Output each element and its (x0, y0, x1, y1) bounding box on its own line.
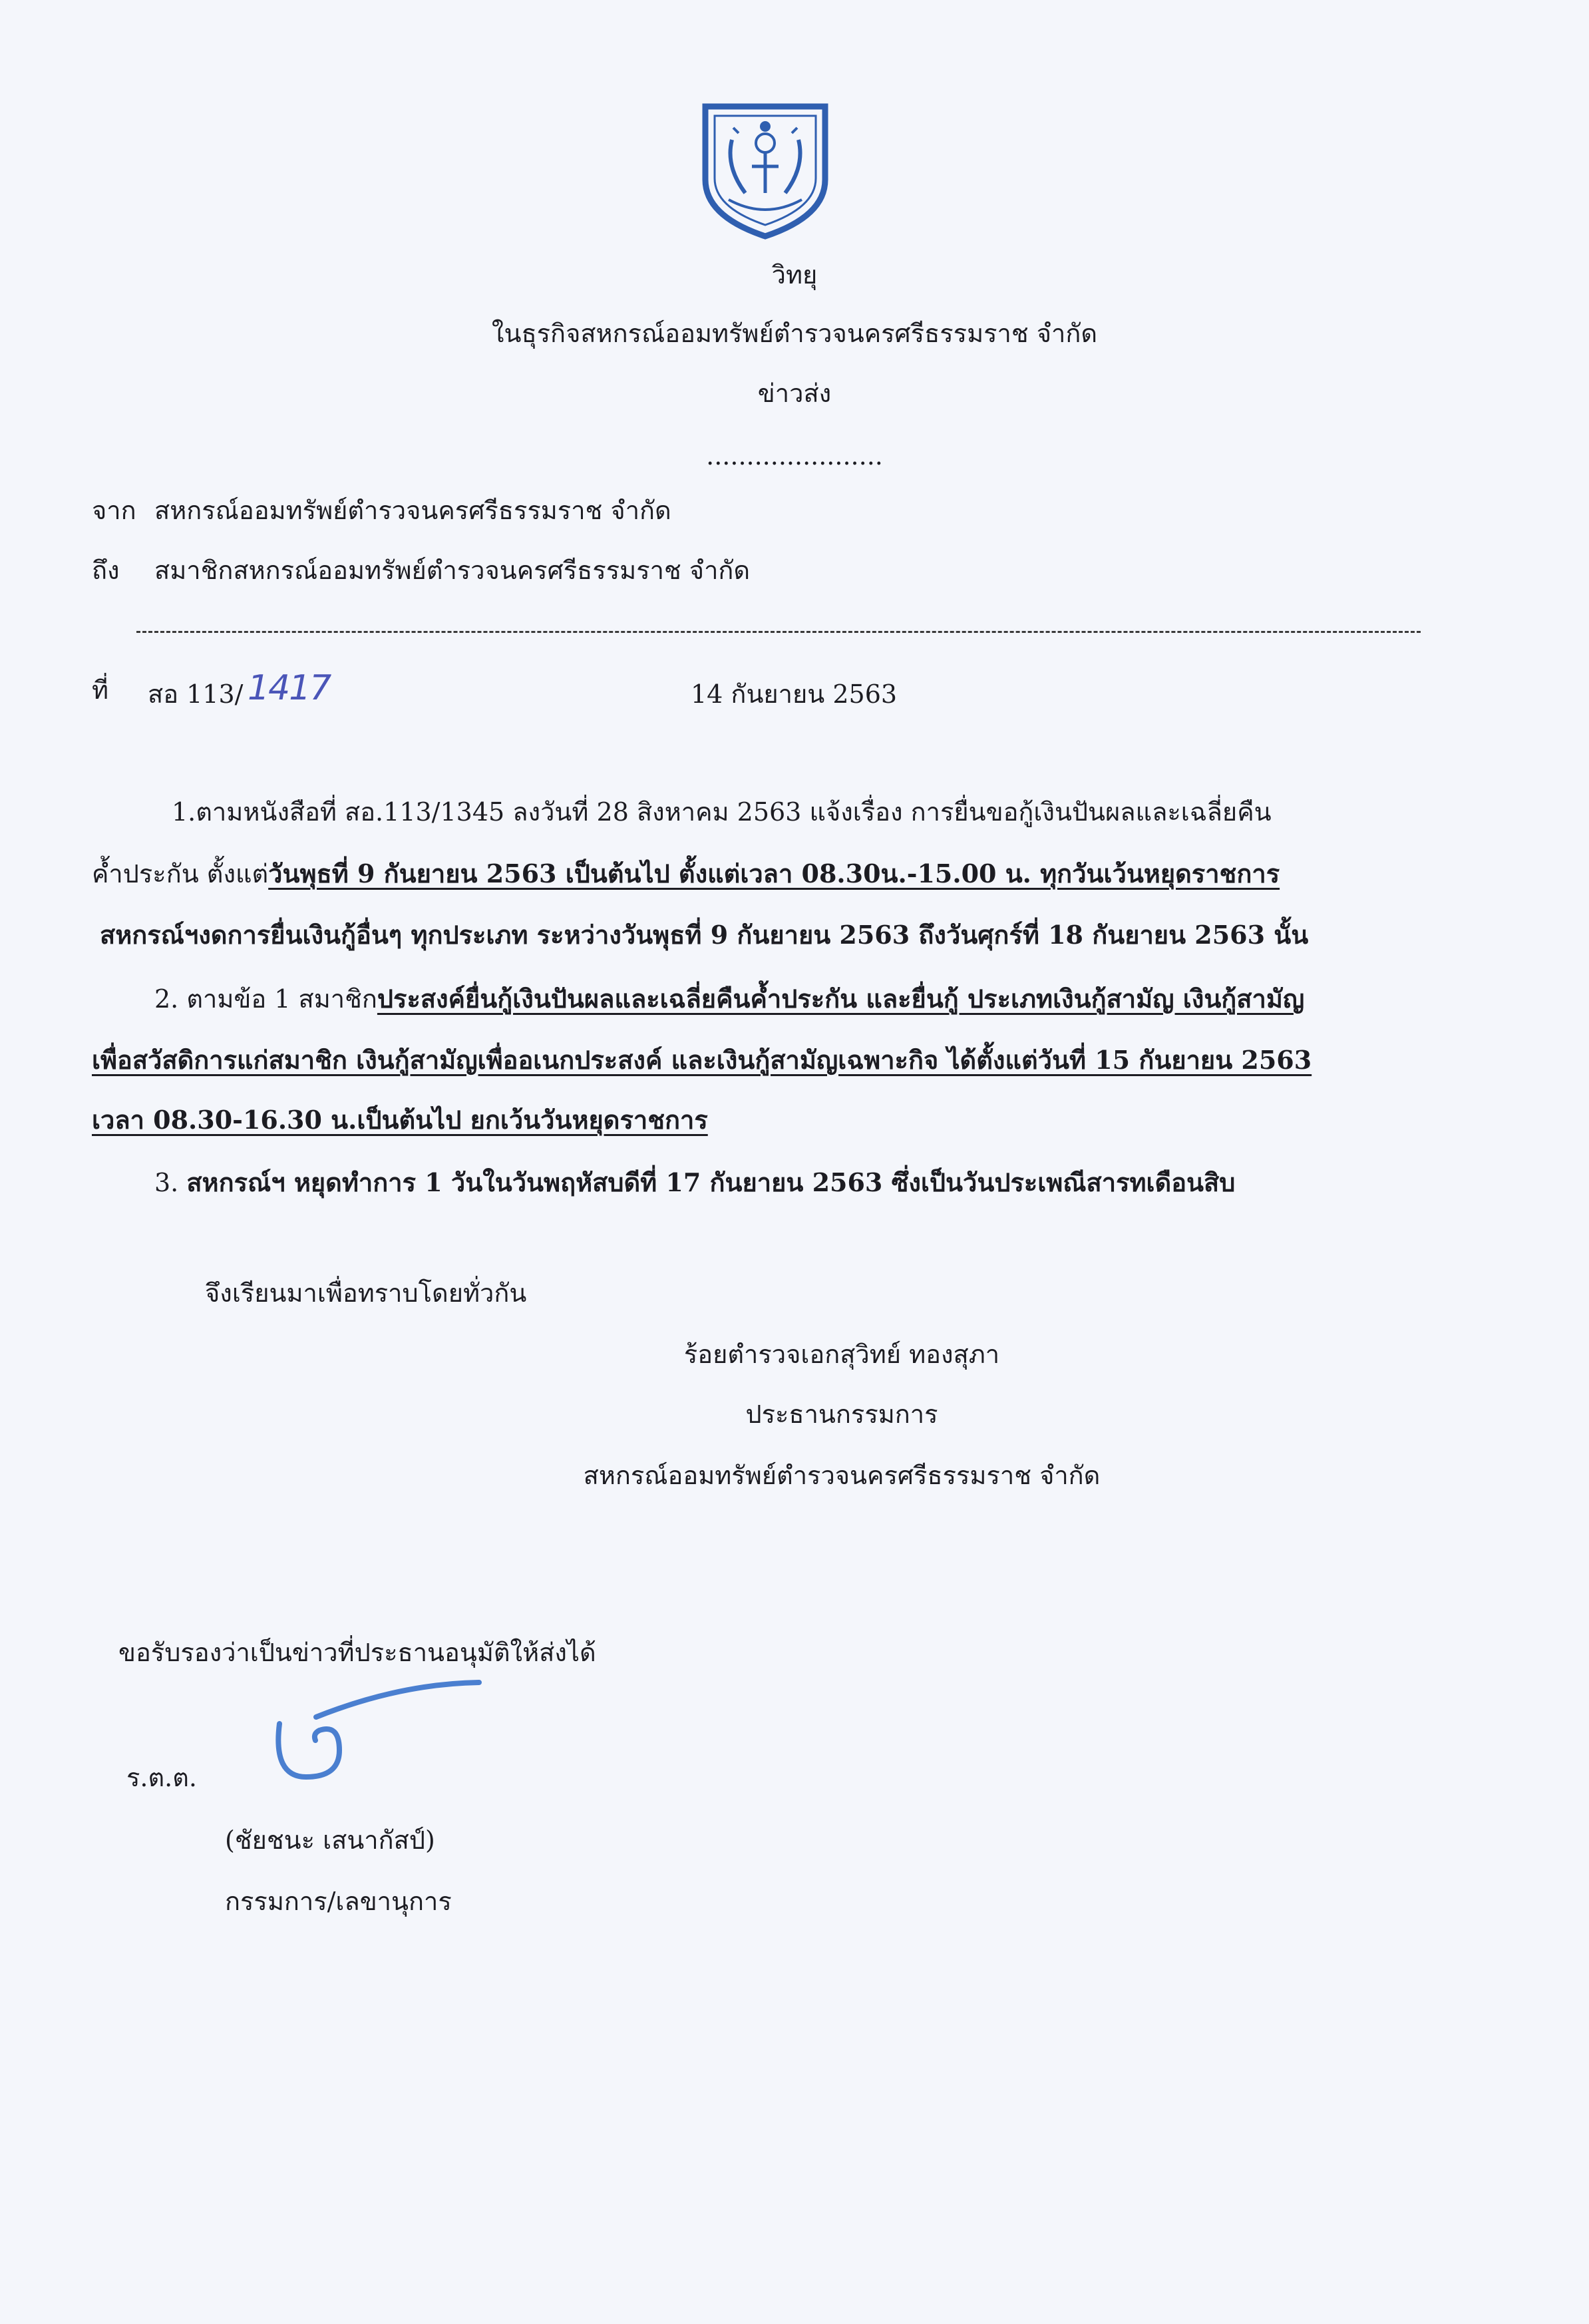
certifier-position: กรรมการ/เลขานุการ (225, 1887, 452, 1916)
paragraph-2-line-1-emphasis: ประสงค์ยื่นกู้เงินปันผลและเฉลี่ยคืนค้ำประกัน และยื่นกู้ ประเภทเงินกู้สามัญ เงินกู้สามัญ (377, 984, 1305, 1014)
reference-date: 14 กันยายน 2563 (691, 679, 898, 709)
from-label: จาก (92, 496, 136, 525)
paragraph-3-text: สหกรณ์ฯ หยุดทำการ 1 วันในวันพฤหัสบดีที่ 17 กันยายน 2563 ซึ่งเป็นวันประเพณีสารทเดือนสิบ (186, 1167, 1236, 1197)
paragraph-1-line-2-emphasis: วันพุธที่ 9 กันยายน 2563 เป็นต้นไป ตั้งแต่เวลา 08.30น.-15.00 น. ทุกวันเว้นหยุดราชการ (268, 859, 1280, 888)
to-value: สมาชิกสหกรณ์ออมทรัพย์ตำรวจนครศรีธรรมราช จำกัด (154, 556, 751, 585)
signer-position: ประธานกรรมการ (745, 1400, 938, 1429)
paragraph-3 (154, 1166, 1235, 1199)
from-value: สหกรณ์ออมทรัพย์ตำรวจนครศรีธรรมราช จำกัด (154, 496, 671, 525)
handwritten-signature (266, 1677, 486, 1790)
dashed-divider (136, 631, 1421, 633)
paragraph-1-line-2-plain: ค้ำประกัน ตั้งแต่ (92, 859, 269, 888)
to-label: ถึง (92, 556, 120, 585)
reference-number-prefix: สอ 113/ (148, 679, 244, 709)
paragraph-2-line-3: เวลา 08.30-16.30 น.เป็นต้นไป ยกเว้นวันหยุดราชการ (92, 1105, 708, 1135)
paragraph-2-line-1 (154, 982, 1304, 1016)
paragraph-1-line-1: 1.ตามหนังสือที่ สอ.113/1345 ลงวันที่ 28 สิงหาคม 2563 แจ้งเรื่อง การยื่นขอกู้เงินปันผลและเฉลี่ยคืน (172, 797, 1272, 827)
paragraph-2-line-1-plain: 2. ตามข้อ 1 สมาชิก (154, 984, 377, 1014)
header-dots: ...................... (706, 441, 883, 471)
paragraph-1-line-3: สหกรณ์ฯงดการยื่นเงินกู้อื่นๆ ทุกประเภท ระหว่างวันพุธที่ 9 กันยายน 2563 ถึงวันศุกร์ที่ 18 กันยายน 2563 นั้น (100, 920, 1309, 950)
doc-direction: ข่าวส่ง (757, 379, 832, 408)
paragraph-3-number: 3. (154, 1168, 179, 1197)
signer-organization: สหกรณ์ออมทรัพย์ตำรวจนครศรีธรรมราช จำกัด (583, 1461, 1101, 1490)
certifier-name: (ชัยชนะ เสนากัสป์) (225, 1826, 435, 1855)
doc-subtitle: ในธุรกิจสหกรณ์ออมทรัพย์ตำรวจนครศรีธรรมราช จำกัด (491, 319, 1098, 348)
certification-statement: ขอรับรองว่าเป็นข่าวที่ประธานอนุมัติให้ส่งได้ (118, 1638, 596, 1667)
reference-number-handwritten: 1417 (248, 668, 331, 708)
certifier-rank: ร.ต.ต. (126, 1763, 198, 1792)
doc-type: วิทยุ (771, 260, 818, 290)
paragraph-2-line-2: เพื่อสวัสดิการแก่สมาชิก เงินกู้สามัญเพื่ออเนกประสงค์ และเงินกู้สามัญเฉพาะกิจ ได้ตั้งแต่วันที่ 15 กันยายน 2563 (92, 1045, 1312, 1075)
signer-name: ร้อยตำรวจเอกสุวิทย์ ทองสุภา (683, 1340, 1000, 1369)
paragraph-1-line-2 (92, 857, 1280, 890)
reference-label: ที่ (92, 676, 109, 705)
cooperative-seal (692, 93, 838, 240)
closing-line: จึงเรียนมาเพื่อทราบโดยทั่วกัน (205, 1278, 527, 1308)
